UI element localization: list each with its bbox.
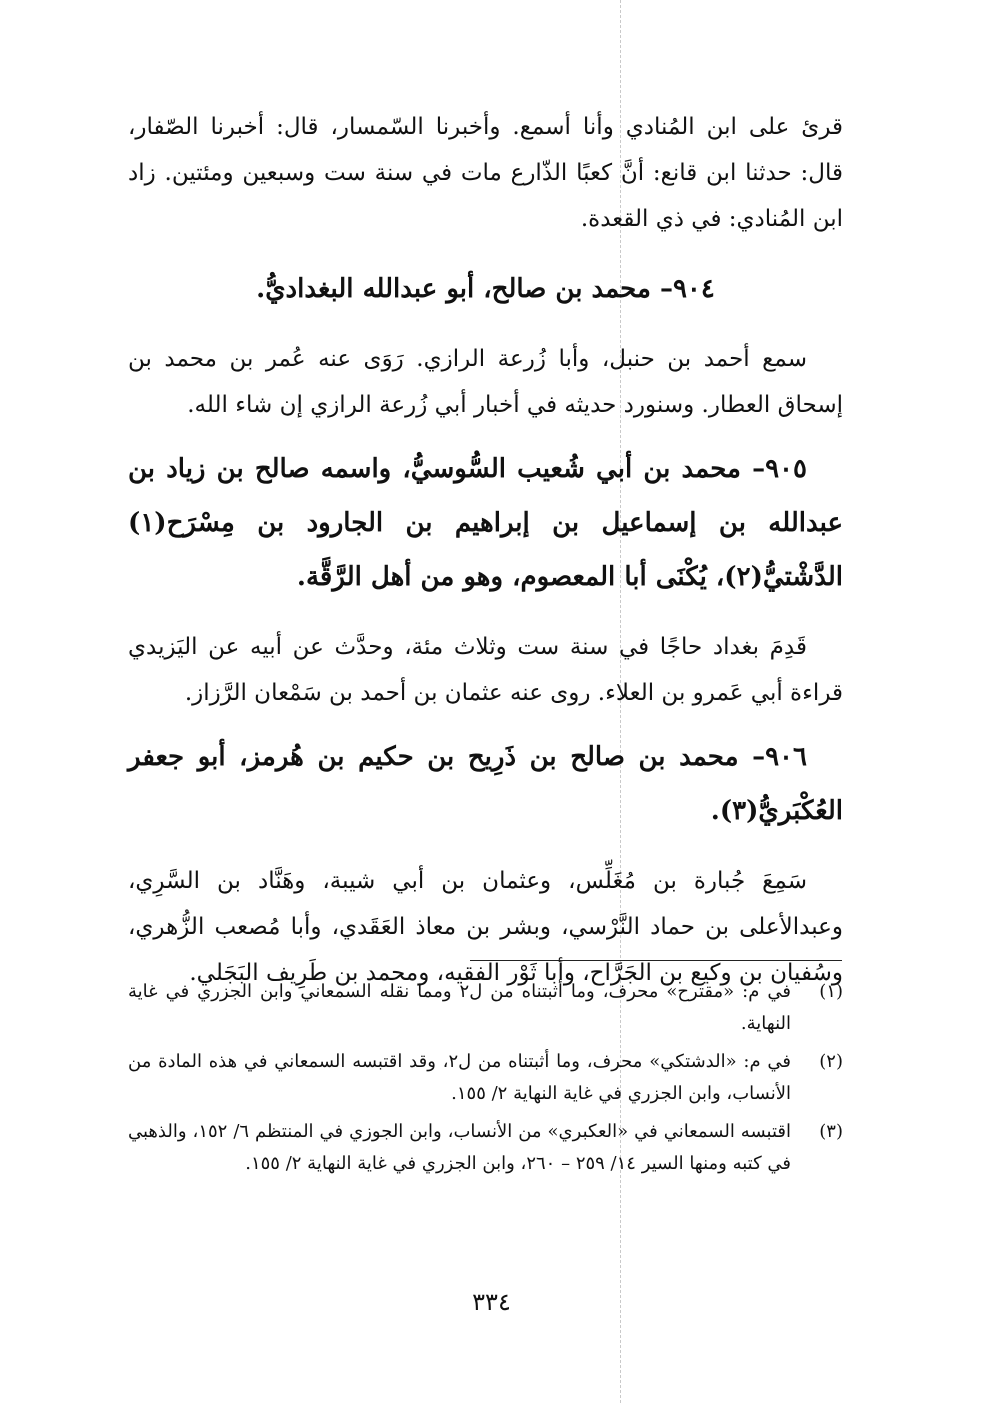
entry-904-paragraph: سمع أحمد بن حنبل، وأبا زُرعة الرازي. رَوَى عنه عُمر بن محمد بن إسحاق العطار. وسنورد حديثه في أخبار أبي زُرعة الرازي إن شاء الله. — [128, 346, 843, 418]
continuation-paragraph: قرئ على ابن المُنادي وأنا أسمع. وأخبرنا السّمسار، قال: أخبرنا الصّفار، قال: حدثنا ابن قانع: أنَّ كعبًا الذّارع مات في سنة ست وسبعين ومئتين. زاد ابن المُنادي: في ذي القعدة. — [128, 114, 843, 232]
footnote-number: (٢) — [819, 1051, 843, 1072]
footnote-number: (٣) — [819, 1121, 843, 1142]
entry-906-paragraph: سَمِعَ جُبارة بن مُغَلِّس، وعثمان بن أبي شيبة، وهَنَّاد بن السَّرِي، وعبدالأعلى بن حماد النَّرْسي، وبشر بن معاذ العَقَدي، وأبا مُصعب الزُّهري، وسُفيان بن وكيع بن الجَرَّاح، وأبا ثَوْر الفقيه، ومحمد بن طَرِيف البَجَلي. — [128, 868, 843, 986]
entry-904-heading: ٩٠٤– محمد بن صالح، أبو عبدالله البغداديُّ. — [256, 274, 715, 304]
footnote — [128, 1116, 843, 1180]
entry-905-paragraph: قَدِمَ بغداد حاجًا في سنة ست وثلاث مئة، وحدَّث عن أبيه عن اليَزيدي قراءة أبي عَمرو بن العلاء. روى عنه عثمان بن أحمد بن سَمْعان الرَّزاز. — [128, 634, 843, 706]
main-text — [128, 104, 843, 996]
footnote-divider — [470, 960, 842, 961]
footnote-text: في م: «الدشتكي» محرف، وما أثبتناه من ل٢، وقد اقتبسه السمعاني في هذه المادة من الأنساب، وابن الجزري في غاية النهاية ٢/ ١٥٥. — [128, 1051, 792, 1104]
footnote — [128, 1046, 843, 1110]
entry-905-heading: ٩٠٥– محمد بن أبي شُعيب السُّوسيُّ، واسمه صالح بن زياد بن عبدالله بن إسماعيل بن إبراهيم بن الجارود بن مِسْرَح(١) الدَّشْتيُّ(٢)، يُكْنَى أبا المعصوم، وهو من أهل الرَّقَّة. — [128, 454, 843, 592]
footnote-text: في م: «مقترح» محرف، وما أثبتناه من ل٢ ومما نقله السمعاني وابن الجزري في غاية النهاية. — [128, 981, 791, 1034]
footnote-number: (١) — [819, 981, 843, 1002]
entry-906-heading: ٩٠٦– محمد بن صالح بن ذَرِيح بن حكيم بن هُرمز، أبو جعفر العُكْبَريُّ(٣). — [128, 742, 843, 826]
page-number: ٣٣٤ — [472, 1288, 511, 1316]
footnotes-section — [128, 976, 843, 1186]
footnote — [128, 976, 843, 1040]
footnote-text: اقتبسه السمعاني في «العكبري» من الأنساب، وابن الجوزي في المنتظم ٦/ ١٥٢، والذهبي في كتبه ومنها السير ١٤/ ٢٥٩ – ٢٦٠، وابن الجزري في غاية النهاية ٢/ ١٥٥. — [128, 1121, 791, 1174]
